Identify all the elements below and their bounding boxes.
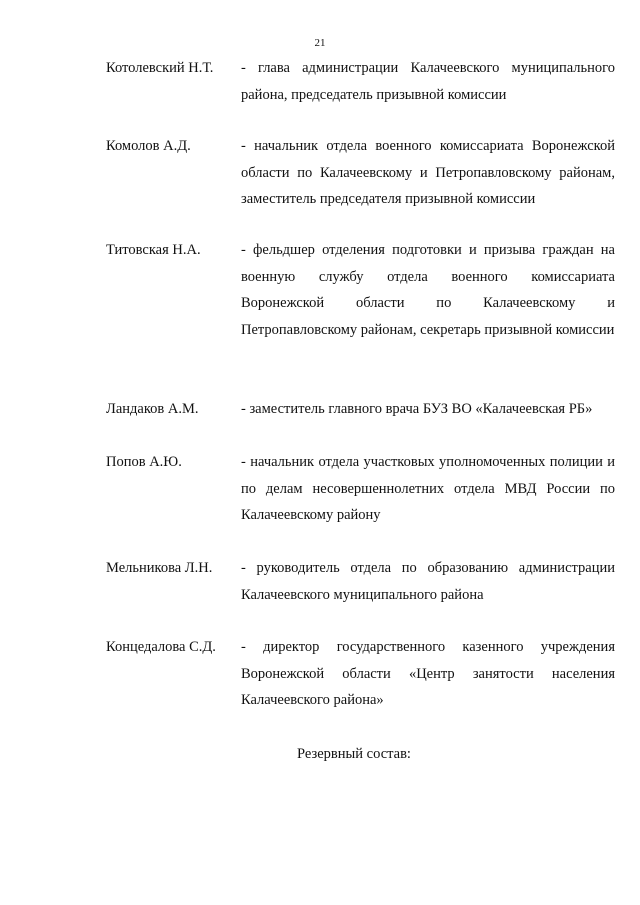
member-name: Комолов А.Д.	[106, 138, 191, 154]
member-role: - руководитель отдела по образованию администрации Калачеевского муниципального района	[241, 560, 615, 603]
member-name: Попов А.Ю.	[106, 454, 182, 470]
member-name: Мельникова Л.Н.	[106, 560, 213, 576]
member-role: - директор государственного казенного учреждения Воронежской области «Центр занятости населения Калачеевского района»	[241, 639, 615, 708]
reserve-heading: Резервный состав:	[297, 746, 411, 762]
member-role: - начальник отдела военного комиссариата Воронежской области по Калачеевскому и Петропавловскому районам, заместитель председателя призывной комиссии	[241, 138, 615, 207]
member-role: - фельдшер отделения подготовки и призыва граждан на военную службу отдела военного комиссариата Воронежской области по Калачеевскому и Петропавловскому районам, секретарь призывной комиссии	[241, 242, 615, 338]
member-role: - начальник отдела участковых уполномоченных полиции и по делам несовершеннолетних отдела МВД России по Калачеевскому району	[241, 454, 615, 523]
member-name: Концедалова С.Д.	[106, 639, 216, 655]
member-name: Котолевский Н.Т.	[106, 60, 214, 76]
member-role: - заместитель главного врача БУЗ ВО «Калачеевская РБ»	[241, 401, 593, 417]
member-name: Титовская Н.А.	[106, 242, 201, 258]
page-number: 21	[314, 37, 326, 49]
member-name: Ландаков А.М.	[106, 401, 199, 417]
member-role: - глава администрации Калачеевского муниципального района, председатель призывной комиссии	[241, 60, 615, 103]
